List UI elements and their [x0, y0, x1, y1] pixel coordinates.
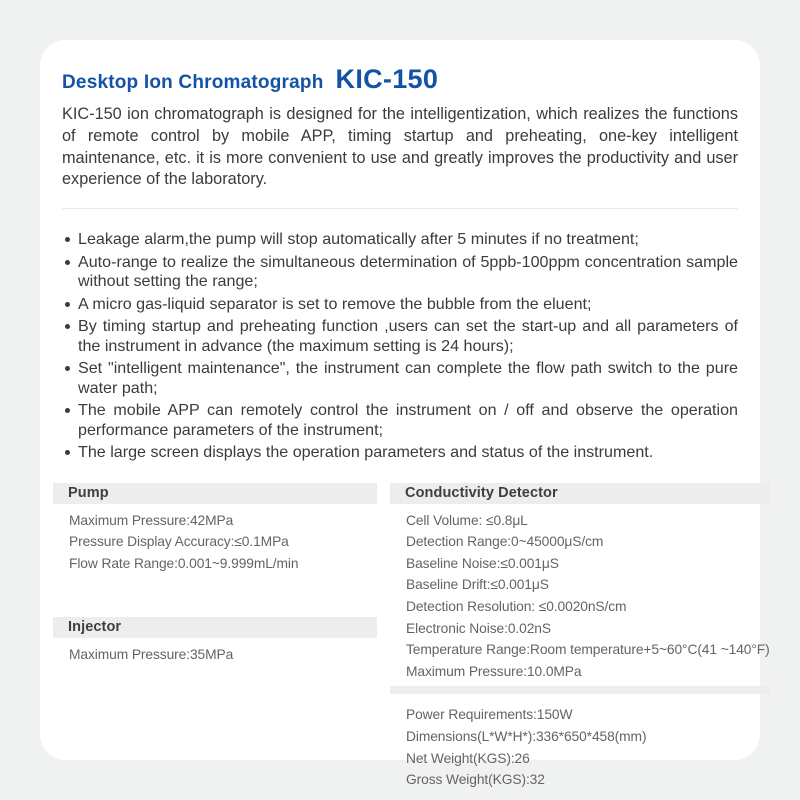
feature-item: Set "intelligent maintenance", the instrument can complete the flow path switch to the pure water path; — [62, 359, 738, 398]
spec-section-conductivity-detector — [399, 483, 770, 683]
spec-line-group — [399, 510, 770, 683]
spec-line: Detection Resolution: ≤0.0020nS/cm — [406, 599, 627, 615]
spec-line: Baseline Noise:≤0.001μS — [406, 555, 559, 571]
feature-item: A micro gas-liquid separator is set to remove the bubble from the eluent; — [62, 295, 738, 315]
spec-line: Cell Volume: ≤0.8μL — [406, 512, 528, 528]
feature-item: Leakage alarm,the pump will stop automatically after 5 minutes if no treatment; — [62, 230, 738, 250]
spec-line: Power Requirements:150W — [406, 707, 573, 723]
product-model-title: KIC-150 — [335, 64, 439, 94]
page-header — [62, 64, 738, 95]
spec-column-left — [62, 483, 377, 791]
spec-section-title: Pump — [53, 483, 377, 504]
spec-section-general — [399, 686, 770, 790]
spec-sheet-card — [40, 40, 770, 788]
spec-column-right — [399, 483, 770, 791]
feature-item: The mobile APP can remotely control the instrument on / off and observe the operation performance parameters of the instrument; — [62, 401, 738, 440]
spec-separator-bar — [390, 686, 770, 694]
spec-line: Electronic Noise:0.02nS — [406, 620, 551, 636]
spec-line: Temperature Range:Room temperature+5~60°C(41 ~140°F) — [406, 642, 770, 658]
spec-line: Net Weight(KGS):26 — [406, 750, 530, 766]
spec-line: Flow Rate Range:0.001~9.999mL/min — [69, 555, 299, 571]
spec-line-group — [62, 644, 377, 666]
spec-line-group — [62, 510, 377, 575]
spec-line: Pressure Display Accuracy:≤0.1MPa — [69, 534, 289, 550]
spec-section-title: Injector — [53, 617, 377, 638]
spec-line: Baseline Drift:≤0.001μS — [406, 577, 549, 593]
spec-line: Detection Range:0~45000μS/cm — [406, 534, 604, 550]
spec-section-pump — [62, 483, 377, 575]
spec-section-injector — [62, 617, 377, 666]
spec-line: Maximum Pressure:10.0MPa — [406, 663, 582, 679]
intro-paragraph: KIC-150 ion chromatograph is designed for the intelligentization, which realizes the functions of remote control by mobile APP, timing startup and preheating, one-key intelligent maintenance, etc. it is more convenient to use and greatly improves the productivity and user experience of the laboratory. — [62, 105, 738, 189]
spec-line-group — [399, 704, 770, 790]
spec-line: Maximum Pressure:42MPa — [69, 512, 234, 528]
feature-list — [62, 230, 738, 463]
section-divider — [62, 208, 738, 209]
spec-line: Gross Weight(KGS):32 — [406, 772, 545, 788]
spec-area — [62, 483, 770, 791]
spec-line: Maximum Pressure:35MPa — [69, 647, 234, 663]
product-type-title: Desktop Ion Chromatograph — [62, 72, 324, 93]
feature-item: The large screen displays the operation parameters and status of the instrument. — [62, 443, 738, 463]
feature-item: By timing startup and preheating function ,users can set the start-up and all parameters of the instrument in advance (the maximum setting is 24 hours); — [62, 317, 738, 356]
spec-section-title: Conductivity Detector — [390, 483, 770, 504]
spec-line: Dimensions(L*W*H*):336*650*458(mm) — [406, 729, 647, 745]
feature-item: Auto-range to realize the simultaneous determination of 5ppb-100ppm concentration sample without setting the range; — [62, 253, 738, 292]
